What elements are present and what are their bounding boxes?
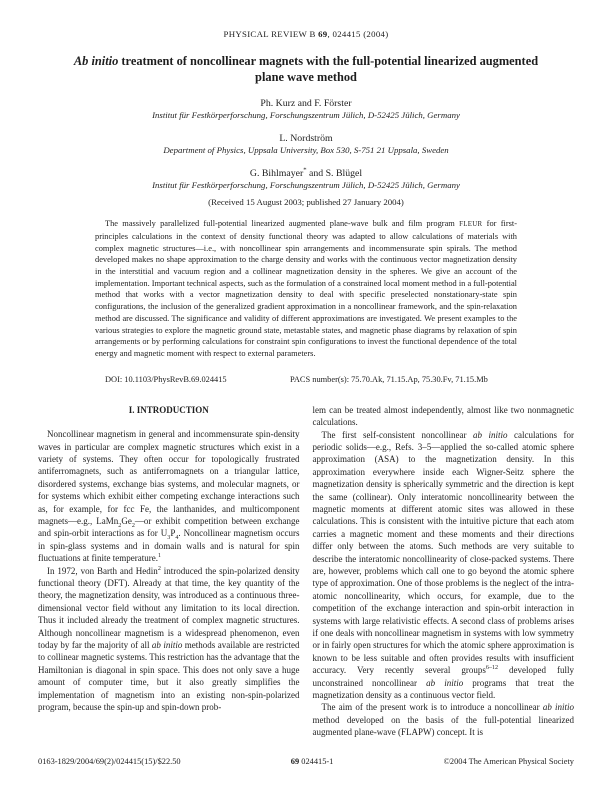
paragraph: lem can be treated almost independently, almost like two nonmagnetic calculations.: [312, 404, 574, 428]
author-block: [0, 98, 612, 120]
page-footer: [38, 757, 574, 766]
publisher-copyright: ©2004 The American Physical Society: [443, 757, 574, 766]
author-affiliation: Institut für Festkörperforschung, Forschungszentrum Jülich, D-52425 Jülich, Germany: [152, 110, 460, 121]
meta-row: [105, 375, 572, 384]
author-names: L. Nordström: [279, 133, 333, 145]
column-left: [38, 404, 300, 739]
paragraph: In 1972, von Barth and Hedin$^2$ introduced the spin-polarized density functional theory (DFT). Already at that time, the key quantity of the theory, the magnetization density, was introduced as a continuous three-dimensional vector field without any limitation to its local direction. Thus it included already the treatment of complex magnetic structures. Although noncollinear magnetism is a widespread phenomenon, even today by far the majority of all ab initio methods available are restricted to collinear magnetic systems. This restriction has the advantage that the Hamiltonian is diagonal in spin space. This does not only save a huge amount of computer time, but it also greatly simplifies the implementation of magnetism into an existing non-spin-polarized program, because the spin-up and spin-down prob-: [38, 565, 300, 713]
section-heading-introduction: I. INTRODUCTION: [128, 404, 209, 415]
author-affiliation: Department of Physics, Uppsala University, Box 530, S-751 21 Uppsala, Sweden: [163, 145, 449, 156]
paragraph: Noncollinear magnetism in general and incommensurate spin-density waves in particular are complex magnetic structures which exist in a variety of systems. They often occur for topologically frustrated antiferromagnets, such as antiferromagnets on a triangular lattice, disordered systems, exchange bias systems, and molecular magnets, or for systems which exhibit either competing exchange interactions such as, for example, for fcc Fe, the lanthanides, and multicomponent magnets—e.g., $LaMn_2Ge_2—or$ exhibit competition between exchange and spin-orbit interactions as for $U_3P_4$. Noncollinear magnetism occurs in spin-glass systems and in domain walls and is natural for spin fluctuations at finite temperature.$^1$: [38, 429, 300, 564]
page-number: 69 024415-1: [290, 757, 334, 766]
author-block: [0, 133, 612, 155]
pacs-numbers: PACS number(s): 75.70.Ak, 71.15.Ap, 75.30.Fv, 71.15.Mb: [290, 374, 488, 384]
journal-header: PHYSICAL REVIEW B 69, 024415 (2004): [223, 29, 389, 39]
abstract: The massively parallelized full-potential linearized augmented plane-wave bulk and film program FLEUR for first-principles calculations in the context of density functional theory was adapted to allow calculations of materials with complex magnetic structures—i.e., with noncollinear spin arrangements and incommensurate spin spirals. The method developed makes no shape approximation to the charge density and works with the continuous vector magnetization density in the interstitial and vacuum region and a collinear magnetization density in the spheres. We give an account of the implementation. Important technical aspects, such as the formulation of a constrained local moment method in a full-potential method that works with a vector magnetization density to deal with specific preselected nonstationary-state spin configurations, the inclusion of the generalized gradient approximation in a noncollinear framework, and the spin-relaxation method are discussed. The significance and validity of different approximations are investigated. We present examples to the various strategies to explore the magnetic ground state, metastable states, and magnetic phase diagrams by relaxation of spin arrangements or by performing calculations for constraint spin configurations to invest the functional dependence of the total energy and magnetic moment with respect to external parameters.: [95, 219, 517, 358]
paragraph: The first self-consistent noncollinear ab initio calculations for periodic solids—e.g., Refs. 3–5—applied the so-called atomic sphere approximation (ASA) to the magnetization density. In this approximation everywhere inside each Wigner-Seitz sphere the magnetization density is spherically symmetric and the direction is kept the same (collinear). Only interatomic noncollinearity between the magnetic moments at different atomic sites was allowed in these calculations. This is consistent with the intuitive picture that each atom carries a magnetic moment and these moments and their directions differ only between the atoms. Such methods are very suitable to describe the interatomic noncollinearity of close-packed systems. There are, however, problems which call one to go beyond the atomic sphere type of approximation. One of those problems is the neglect of the intra-atomic noncollinearity, which occurs, for example, due to the competition of the exchange interaction and spin-orbit interaction in systems with large relativistic effects. A second class of problems arises if one deals with noncollinear magnetism in systems with low symmetry or in fairly open structures for which the atomic sphere approximation is known to be less suitable and often provides results with insufficient accuracy. Very recently several groups$^{6-12}$ developed fully unconstrained noncollinear ab initio programs that treat the magnetization density as a continuous vector field.: [312, 429, 574, 701]
body-columns: [38, 404, 574, 739]
author-affiliation: Institut für Festkörperforschung, Forschungszentrum Jülich, D-52425 Jülich, Germany: [152, 180, 460, 191]
doi: DOI: 10.1103/PhysRevB.69.024415: [105, 374, 227, 384]
column-right: [313, 404, 575, 739]
issn-price-code: 0163-1829/2004/69(2)/024415(15)/$22.50: [38, 757, 181, 766]
author-names: Ph. Kurz and F. Förster: [260, 98, 352, 110]
received-date: (Received 15 August 2003; published 27 January 2004): [208, 197, 404, 208]
author-names: G. Bihlmayer* and S. Blügel: [249, 166, 363, 180]
paper-title: Ab initio treatment of noncollinear magnets with the full-potential linearized augmented plane wave method: [73, 54, 539, 85]
paragraph: The aim of the present work is to introduce a noncollinear ab initio method developed on the basis of the full-potential linearized augmented plane-wave (FLAPW) concept. It is: [312, 702, 574, 738]
author-block: [0, 168, 612, 190]
